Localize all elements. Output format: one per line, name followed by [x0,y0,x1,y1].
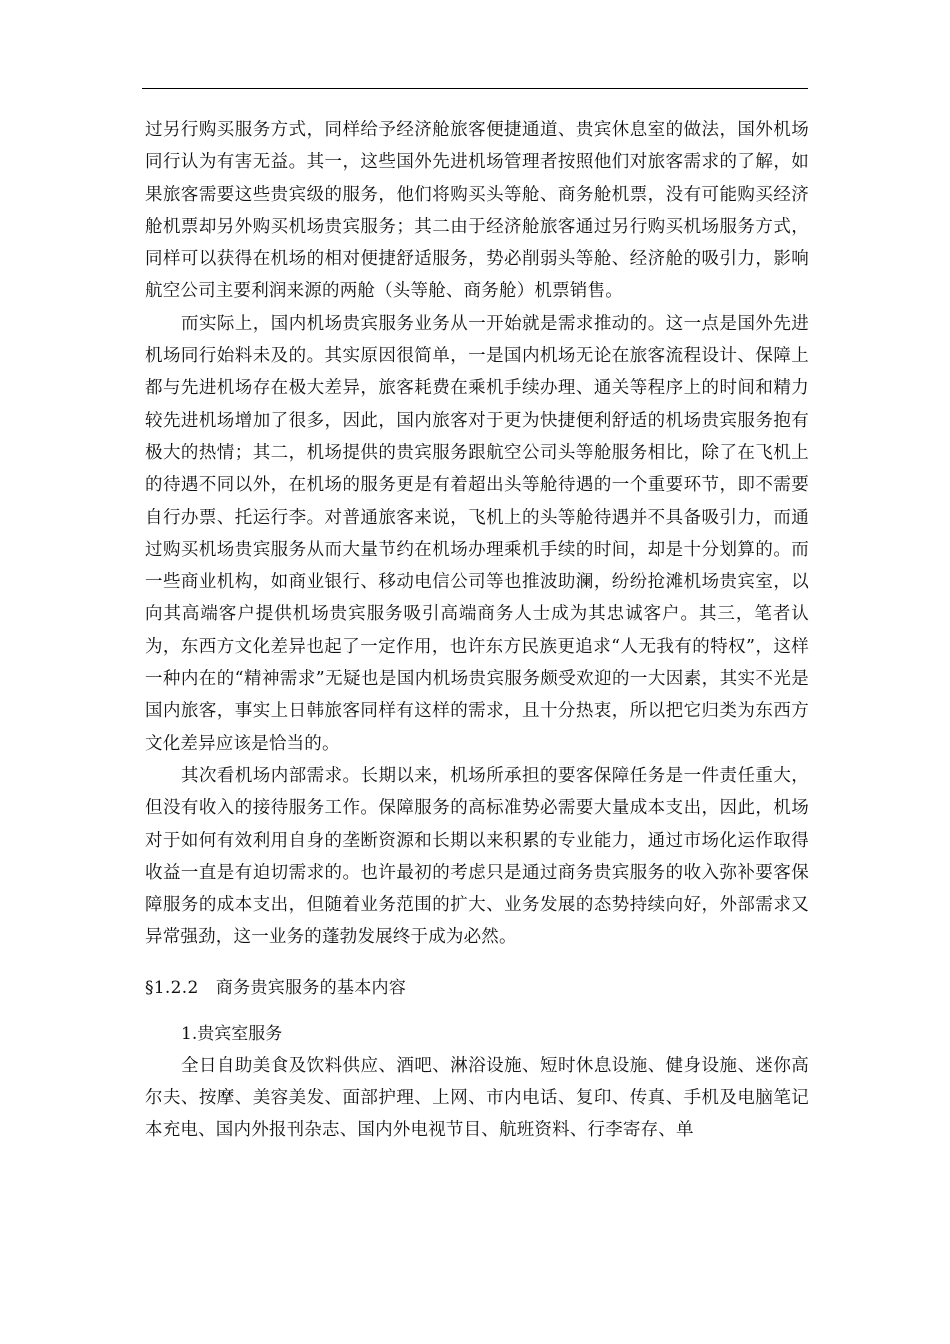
paragraph-domestic-demand: 而实际上，国内机场贵宾服务业务从一开始就是需求推动的。这一点是国外先进机场同行始料未及的。其实原因很简单，一是国内机场无论在旅客流程设计、保障上都与先进机场存在极大差异，旅客耗费在乘机手续办理、通关等程序上的时间和精力较先进机场增加了很多，因此，国内旅客对于更为快捷便利舒适的机场贵宾服务抱有极大的热情；其二，机场提供的贵宾服务跟航空公司头等舱服务相比，除了在飞机上的待遇不同以外，在机场的服务更是有着超出头等舱待遇的一个重要环节，即不需要自行办票、托运行李。对普通旅客来说，飞机上的头等舱待遇并不具备吸引力，而通过购买机场贵宾服务从而大量节约在机场办理乘机手续的时间，却是十分划算的。而一些商业机构，如商业银行、移动电信公司等也推波助澜，纷纷抢滩机场贵宾室，以向其高端客户提供机场贵宾服务吸引高端商务人士成为其忠诚客户。其三，笔者认为，东西方文化差异也起了一定作用，也许东方民族更追求“人无我有的特权”，这样一种内在的“精神需求”无疑也是国内机场贵宾服务颇受欢迎的一大因素，其实不光是国内旅客，事实上日韩旅客同样有这样的需求，且十分热衷，所以把它归类为东西方文化差异应该是恰当的。 [145,313,809,754]
paragraph-lounge-services: 全日自助美食及饮料供应、酒吧、淋浴设施、短时休息设施、健身设施、迷你高尔夫、按摩、美容美发、面部护理、上网、市内电话、复印、传真、手机及电脑笔记本充电、国内外报刊杂志、国内外电视节目、航班资料、行李寄存、单 [145,1055,809,1141]
paragraph-internal-demand: 其次看机场内部需求。长期以来，机场所承担的要客保障任务是一件责任重大，但没有收入的接待服务工作。保障服务的高标准势必需要大量成本支出，因此，机场对于如何有效利用自身的垄断资源和长期以来积累的专业能力，通过市场化运作取得收益一直是有迫切需求的。也许最初的考虑只是通过商务贵宾服务的收入弥补要客保障服务的成本支出，但随着业务范围的扩大、业务发展的态势持续向好，外部需求又异常强劲，这一业务的蓬勃发展终于成为必然。 [145,765,809,948]
section-heading: §1.2.2 商务贵宾服务的基本内容 [145,977,407,998]
header-rule [142,88,808,89]
subsection-heading: 1.贵宾室服务 [181,1023,283,1044]
paragraph-continuation: 过另行购买服务方式，同样给予经济舱旅客便捷通道、贵宾休息室的做法，国外机场同行认为有害无益。其一，这些国外先进机场管理者按照他们对旅客需求的了解，如果旅客需要这些贵宾级的服务，他们将购买头等舱、商务舱机票，没有可能购买经济舱机票却另外购买机场贵宾服务；其二由于经济舱旅客通过另行购买机场服务方式，同样可以获得在机场的相对便捷舒适服务，势必削弱头等舱、经济舱的吸引力，影响航空公司主要利润来源的两舱（头等舱、商务舱）机票销售。 [145,120,809,302]
body-text [145,114,809,1147]
